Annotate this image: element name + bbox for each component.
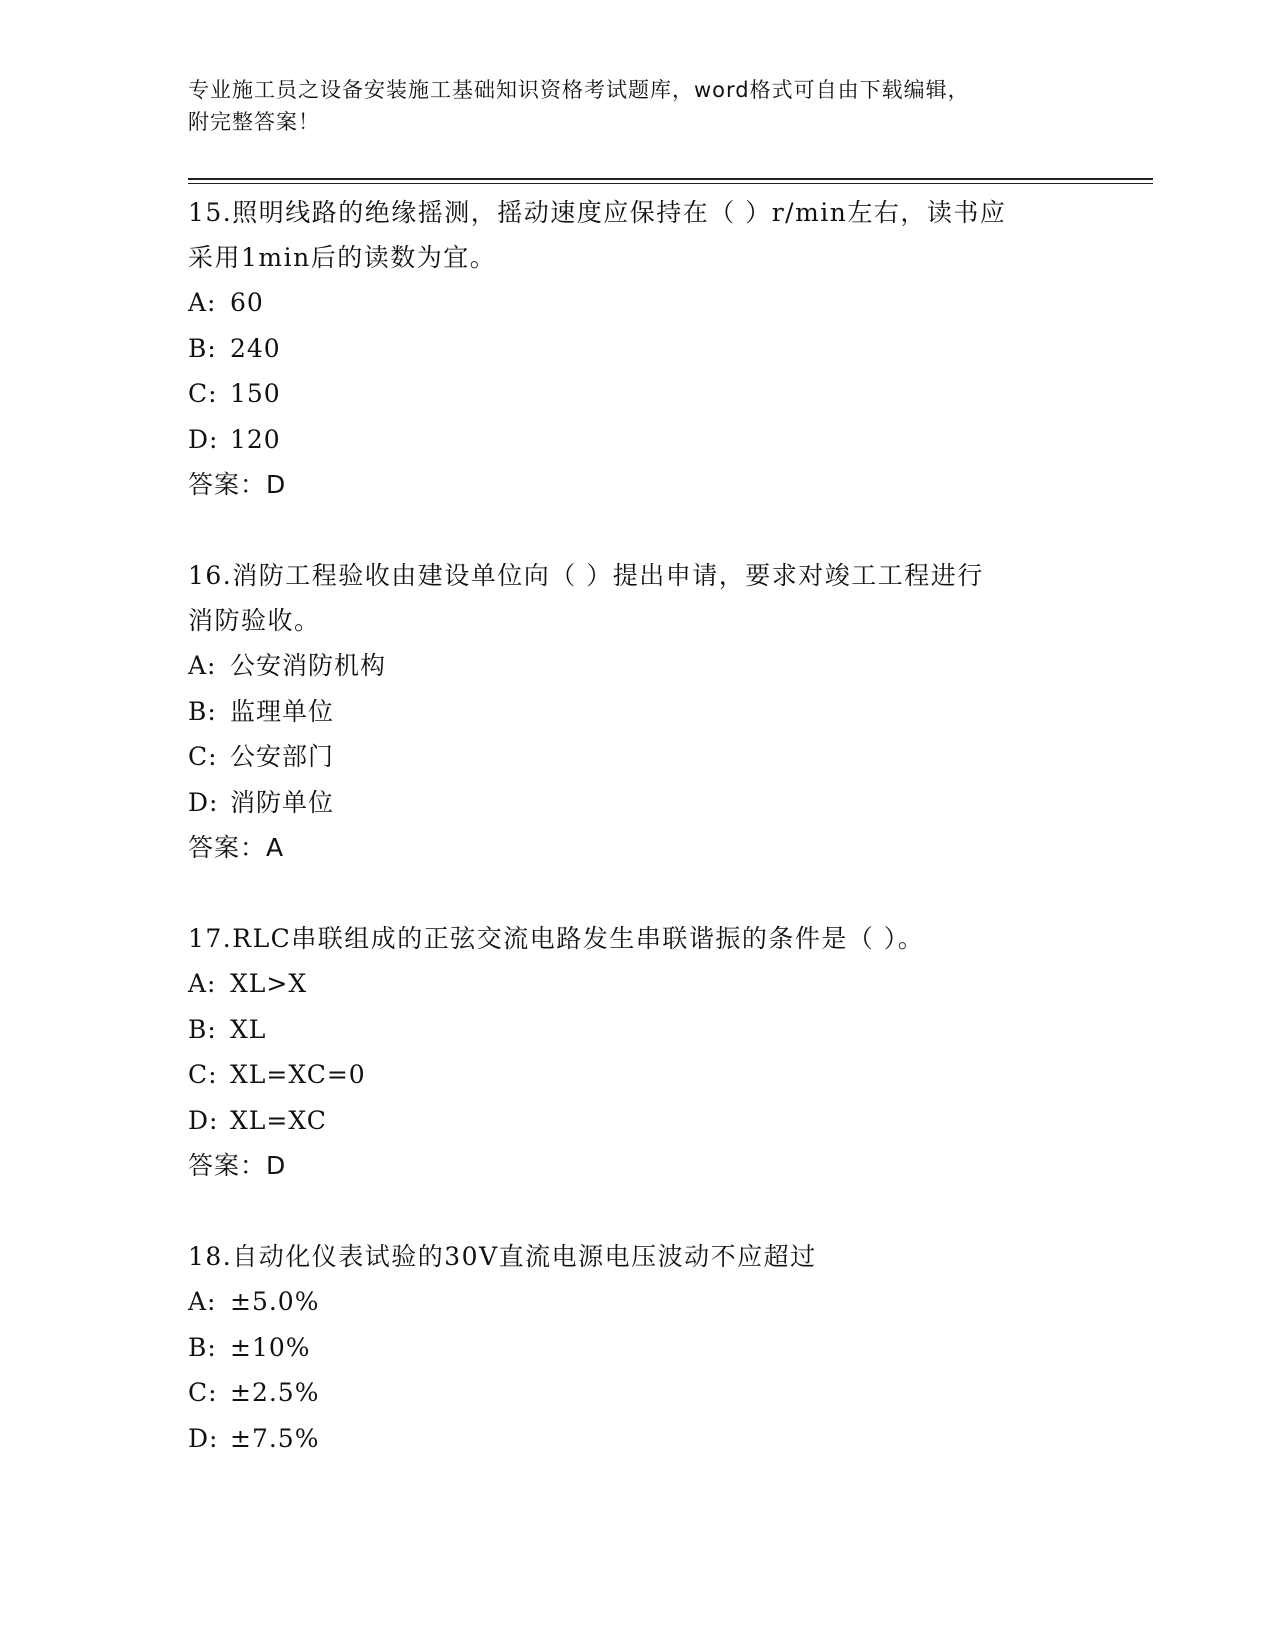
question-17 [188, 916, 1088, 1188]
option-letter: B: [188, 1332, 217, 1362]
option-text: 监理单位 [230, 696, 335, 726]
option-text: 150 [230, 379, 281, 408]
option-d [188, 1416, 1088, 1462]
option-letter: D: [188, 787, 219, 817]
question-stem: 17.RLC串联组成的正弦交流电路发生串联谐振的条件是（ ）。 [188, 924, 925, 953]
question-16 [188, 553, 1088, 870]
option-text: XL>X [230, 969, 308, 998]
question-18 [188, 1234, 1088, 1461]
question-stem-continued: 消防验收。 [188, 606, 321, 635]
option-text: 240 [230, 333, 281, 363]
option-letter: A: [188, 651, 217, 680]
option-a [188, 961, 1088, 1007]
option-letter: B: [188, 1014, 217, 1044]
option-letter: A: [188, 969, 217, 998]
question-stem: 18.自动化仪表试验的30V直流电源电压波动不应超过 [188, 1242, 817, 1271]
option-letter: B: [188, 696, 217, 726]
option-a [188, 643, 1088, 689]
question-stem-continued: 采用1min后的读数为宜。 [188, 243, 497, 272]
option-letter: B: [188, 333, 217, 363]
option-d [188, 417, 1088, 463]
option-b [188, 1325, 1088, 1371]
option-letter: C: [188, 1378, 218, 1407]
question-15 [188, 190, 1088, 507]
option-a [188, 1279, 1088, 1325]
option-letter: D: [188, 424, 219, 454]
answer-label: 答案：D [188, 1151, 287, 1180]
header-divider-thin [188, 183, 1153, 184]
header-divider [188, 178, 1153, 180]
option-text: ±2.5% [230, 1378, 320, 1407]
option-letter: C: [188, 742, 218, 771]
option-letter: D: [188, 1105, 219, 1135]
option-b [188, 689, 1088, 735]
option-c [188, 371, 1088, 417]
option-text: 公安部门 [230, 742, 335, 771]
question-stem: 16.消防工程验收由建设单位向（ ）提出申请，要求对竣工工程进行 [188, 561, 984, 590]
option-text: XL=XC=0 [230, 1060, 366, 1089]
option-text: ±10% [230, 1332, 311, 1362]
question-list [188, 190, 1088, 1507]
option-text: ±7.5% [230, 1423, 320, 1453]
option-letter: C: [188, 379, 218, 408]
option-c [188, 1370, 1088, 1416]
option-text: 60 [230, 288, 264, 317]
option-d [188, 1098, 1088, 1144]
question-stem: 15.照明线路的绝缘摇测，摇动速度应保持在（ ）r/min左右，读书应 [188, 198, 1007, 227]
option-letter: A: [188, 1287, 217, 1316]
option-letter: C: [188, 1060, 218, 1089]
option-text: 120 [230, 424, 281, 454]
option-b [188, 1007, 1088, 1053]
option-a [188, 280, 1088, 326]
answer-label: 答案：A [188, 833, 285, 862]
header-line-2: 附完整答案！ [188, 110, 320, 134]
header-line-1: 专业施工员之设备安装施工基础知识资格考试题库，word格式可自由下载编辑， [188, 78, 970, 102]
option-text: 消防单位 [230, 787, 335, 817]
option-letter: A: [188, 288, 217, 317]
option-text: ±5.0% [230, 1287, 320, 1316]
option-d [188, 780, 1088, 826]
document-header [188, 74, 1088, 138]
option-text: 公安消防机构 [230, 651, 387, 680]
option-c [188, 734, 1088, 780]
option-c [188, 1052, 1088, 1098]
option-text: XL=XC [230, 1105, 327, 1135]
answer-label: 答案：D [188, 470, 287, 499]
option-b [188, 326, 1088, 372]
option-text: XL [230, 1014, 267, 1044]
option-letter: D: [188, 1423, 219, 1453]
